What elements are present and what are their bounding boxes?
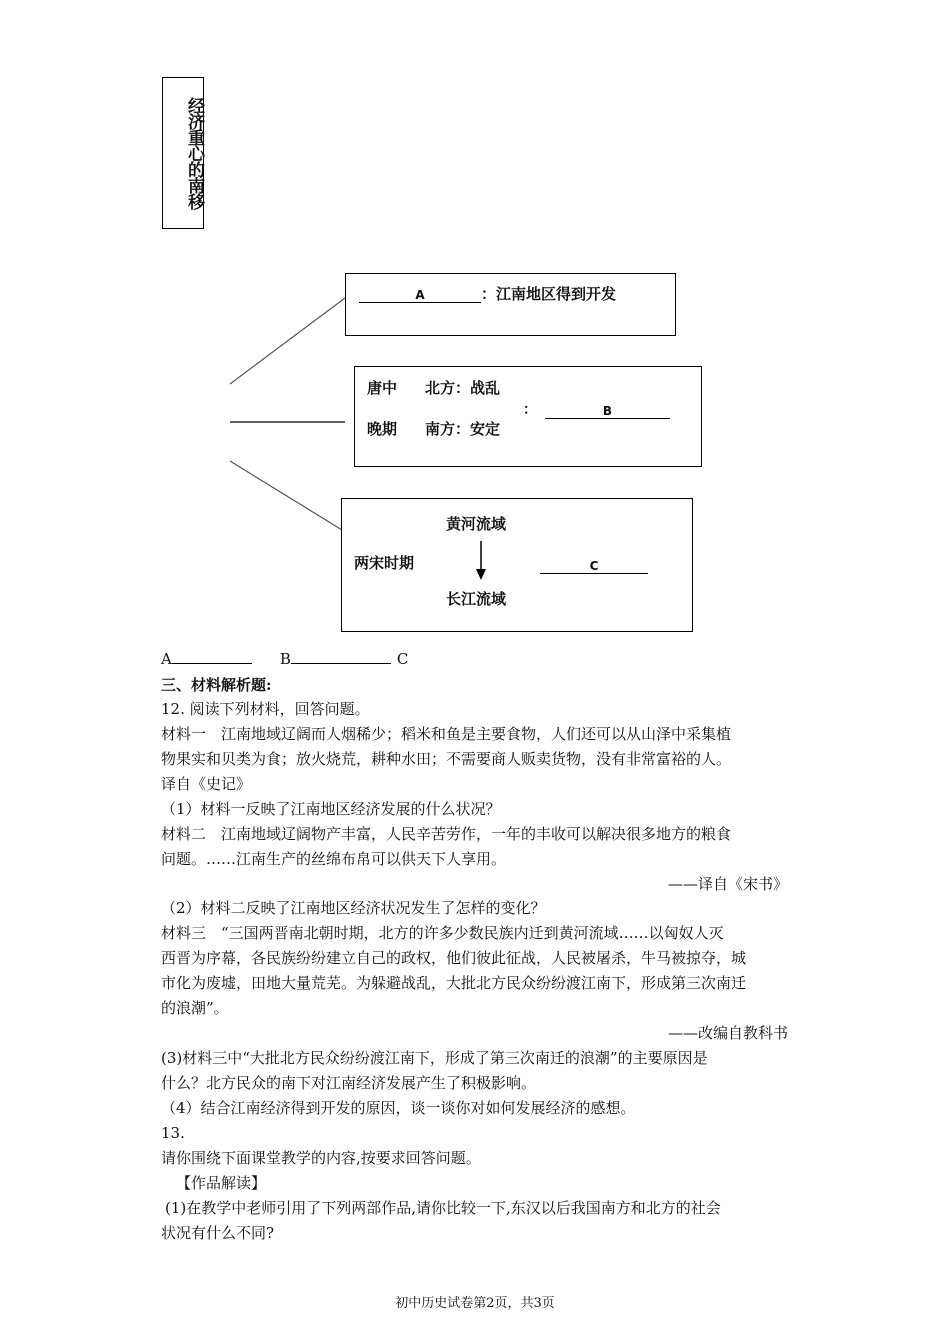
box-b	[354, 366, 702, 467]
connector-line-c	[230, 461, 342, 530]
q12-intro: 12. 阅读下列材料，回答问题。	[161, 700, 370, 718]
box-b-label1: 唐中	[367, 379, 398, 397]
section-3-heading: 三、材料解析题:	[161, 676, 272, 694]
q12-material1-line2: 物果实和贝类为食；放火烧荒，耕种水田；不需要商人贩卖货物，没有非常富裕的人。	[161, 750, 732, 768]
box-c-blank-wrap	[540, 555, 648, 574]
box-c-label: 两宋时期	[354, 554, 415, 572]
q12-question4: （4）结合江南经济得到开发的原因，谈一谈你对如何发展经济的感想。	[161, 1099, 636, 1117]
blank-c: C	[540, 559, 648, 574]
box-c-yellow-river: 黄河流域	[446, 515, 507, 533]
box-c	[341, 498, 693, 632]
page-footer: 初中历史试卷第2页，共3页	[395, 1296, 555, 1311]
box-b-label2: 晚期	[367, 420, 398, 438]
box-b-north: 北方：战乱	[425, 379, 501, 397]
q13-question1-line1: (1)在教学中老师引用了下列两部作品,请你比较一下,东汉以后我国南方和北方的社会	[165, 1199, 721, 1217]
box-a	[345, 273, 676, 336]
q12-material1-line1: 材料一 江南地域辽阔而人烟稀少；稻米和鱼是主要食物，人们还可以从山泽中采集植	[161, 725, 732, 743]
blank-a: A	[359, 288, 481, 303]
answer-b-blank[interactable]	[291, 649, 391, 664]
q13-question1-line2: 状况有什么不同?	[161, 1224, 275, 1242]
answer-a-blank[interactable]	[172, 649, 252, 664]
box-b-south: 南方：安定	[425, 420, 501, 438]
q12-material1-source: 译自《史记》	[161, 775, 252, 793]
blank-b: B	[545, 404, 670, 419]
q12-question1: （1）材料一反映了江南地区经济发展的什么状况？	[161, 800, 501, 818]
q12-material3-line3: 市化为废墟，田地大量荒芜。为躲避战乱，大批北方民众纷纷渡江南下，形成第三次南迁	[161, 974, 747, 992]
q12-material3-line1: 材料三 “三国两晋南北朝时期，北方的许多少数民族内迁到黄河流域……以匈奴人灭	[161, 924, 724, 942]
box-a-row	[359, 283, 616, 304]
q12-material3-line4: 的浪潮”。	[161, 999, 229, 1017]
q12-question3-line1: (3)材料三中“大批北方民众纷纷渡江南下，形成了第三次南迁的浪潮”的主要原因是	[161, 1049, 708, 1067]
q12-material2-line1: 材料二 江南地域辽阔物产丰富，人民辛苦劳作，一年的丰收可以解决很多地方的粮食	[161, 825, 732, 843]
answer-b-label: B	[279, 650, 291, 668]
q13-intro: 请你围绕下面课堂教学的内容,按要求回答问题。	[161, 1149, 481, 1167]
q12-material3-line2: 西晋为序幕，各民族纷纷建立自己的政权，他们彼此征战，人民被屠杀，牛马被掠夺，城	[161, 949, 747, 967]
diagram-title: 经济重心的南移	[184, 97, 204, 209]
q13-number: 13.	[161, 1124, 185, 1142]
q12-question3-line2: 什么？北方民众的南下对江南经济发展产生了积极影响。	[161, 1074, 537, 1092]
connector-line-a	[230, 298, 345, 384]
q12-material2-line2: 问题。……江南生产的丝绵布帛可以供天下人享用。	[161, 850, 507, 868]
box-c-yangtze: 长江流域	[446, 590, 507, 608]
q12-material3-source: ——改编自教科书	[667, 1024, 788, 1042]
answer-c-label: C	[396, 650, 409, 668]
box-a-text: ：江南地区得到开发	[481, 285, 617, 303]
answer-a-label: A	[161, 650, 172, 668]
q13-heading: 【作品解读】	[176, 1174, 267, 1192]
answer-line	[161, 647, 408, 671]
box-b-blank-wrap	[545, 400, 670, 419]
box-b-colon: ：	[523, 402, 537, 418]
q12-material2-source: ——译自《宋书》	[667, 875, 788, 893]
q12-question2: （2）材料二反映了江南地区经济状况发生了怎样的变化？	[161, 899, 546, 917]
